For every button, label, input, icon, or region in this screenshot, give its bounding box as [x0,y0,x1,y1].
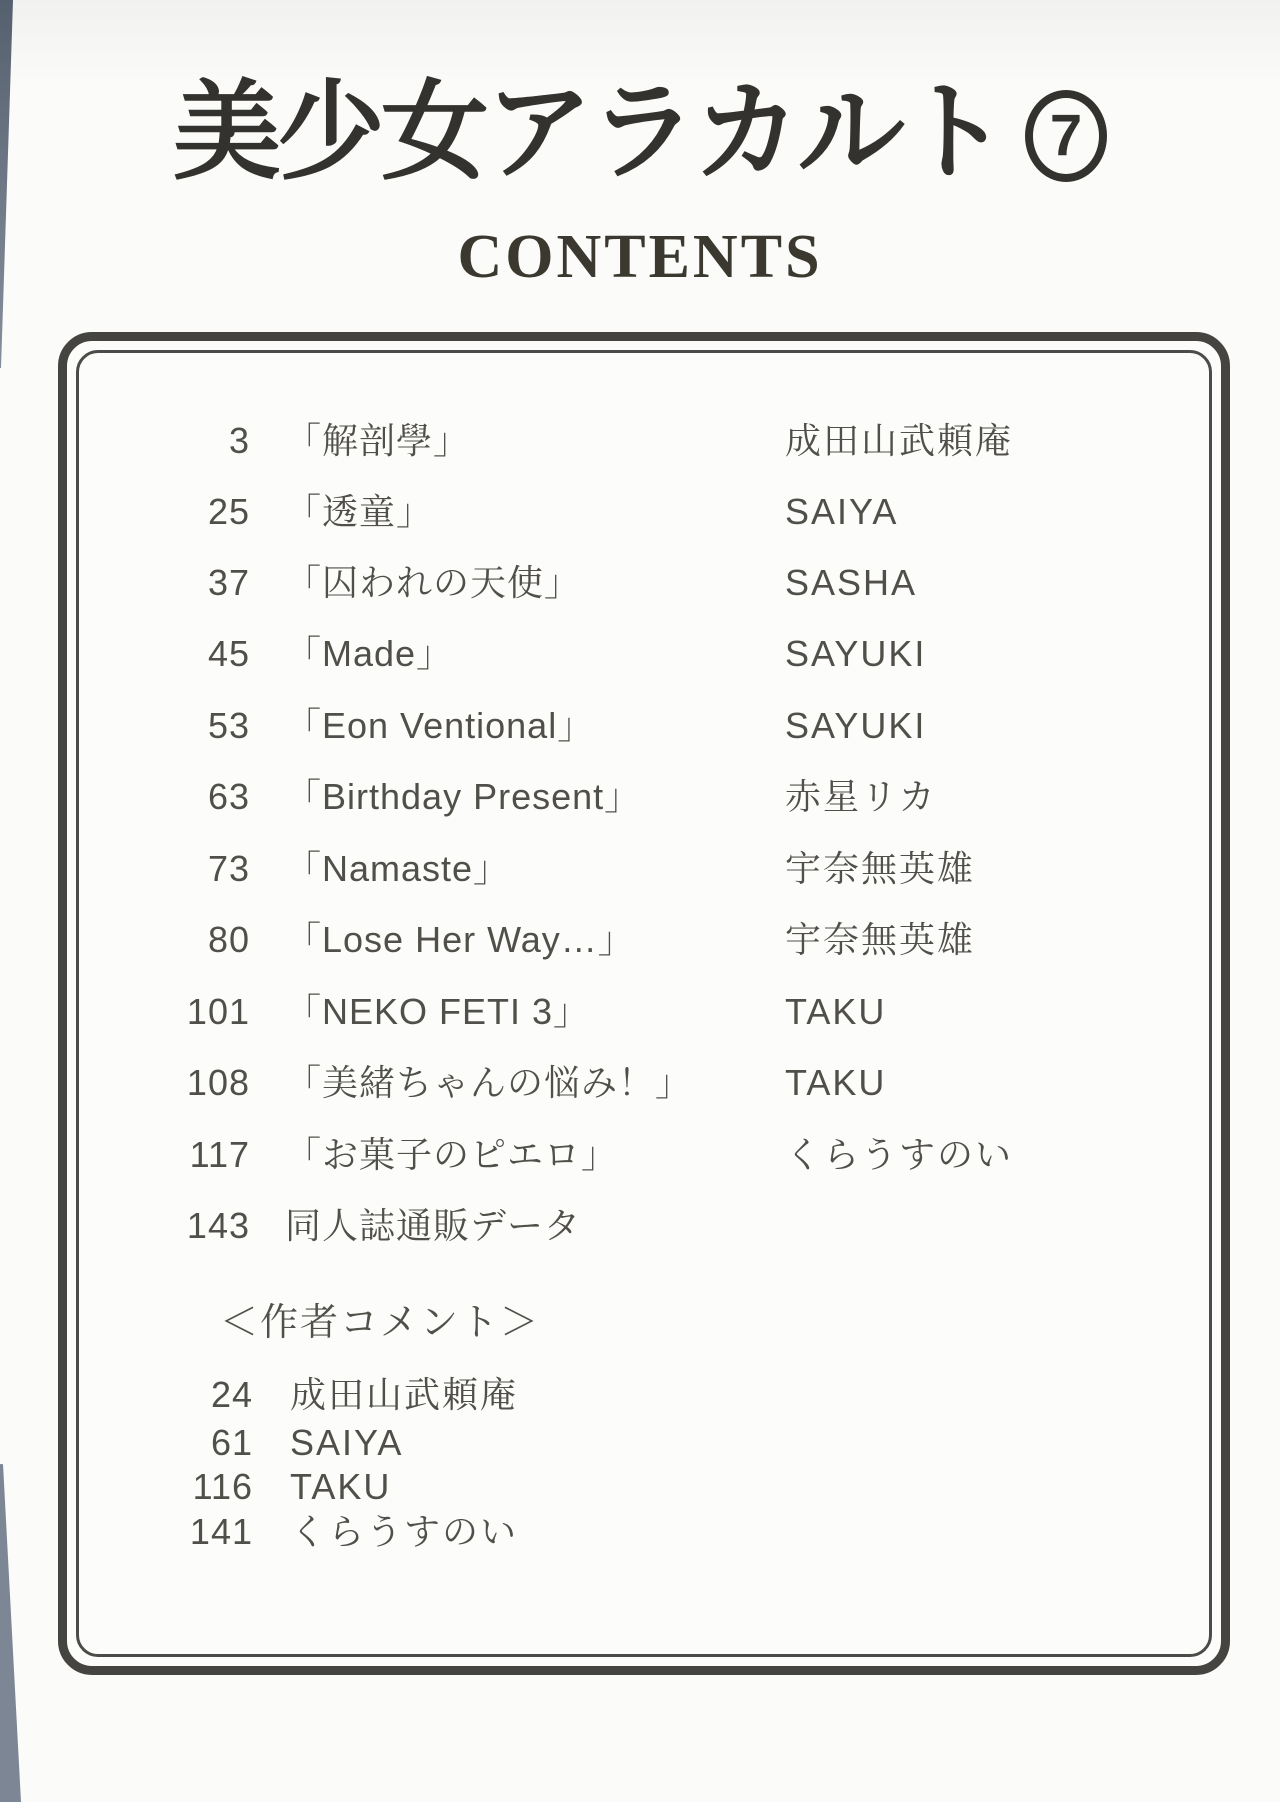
toc-row [67,1061,1221,1105]
comment-author-name: TAKU [290,1466,392,1507]
comment-page-number: 116 [192,1466,253,1507]
toc-entry-title: 「Namaste」 [285,848,511,889]
toc-row [67,990,1221,1034]
toc-row [67,419,1221,463]
toc-entry-title: 「美緒ちゃんの悩み！」 [285,1062,693,1103]
comment-author-name: くらうすのい [290,1511,519,1552]
toc-row [67,847,1221,891]
toc-page-number: 3 [228,420,250,461]
toc-frame-box [58,332,1230,1675]
toc-entry-author: 宇奈無英雄 [785,848,976,889]
toc-entry-author: くらうすのい [785,1134,1014,1175]
volume-number-badge: 7 [1025,90,1107,182]
toc-page-number: 80 [207,919,250,960]
toc-page-number: 25 [207,491,250,532]
comment-page-number: 141 [189,1511,253,1552]
toc-entry-title: 「Eon Ventional」 [285,705,595,746]
toc-entry-author: SAIYA [785,491,899,532]
toc-entry-author: 成田山武頼庵 [785,420,1014,461]
toc-page-number: 63 [207,776,250,817]
toc-row [67,561,1221,605]
toc-entry-title: 「Lose Her Way…」 [285,919,635,960]
toc-entry-author: SAYUKI [785,633,927,674]
toc-page-number: 73 [207,848,250,889]
toc-row [67,1133,1221,1177]
toc-row [67,775,1221,819]
toc-row [67,632,1221,676]
toc-page-number: 101 [186,991,250,1032]
toc-page-number: 45 [207,633,250,674]
comment-row [67,1373,1221,1417]
toc-row [67,918,1221,962]
toc-entry-title: 「囚われの天使」 [285,562,582,603]
toc-entry-author: 宇奈無英雄 [785,919,976,960]
toc-row [67,490,1221,534]
toc-entry-author: 赤星リカ [785,776,937,817]
comment-row [67,1421,1221,1465]
comment-page-number: 24 [210,1374,253,1415]
toc-page-number: 117 [189,1134,250,1175]
comment-row [67,1465,1221,1509]
toc-entry-title: 「Made」 [285,633,454,674]
toc-entry-author: SASHA [785,562,918,603]
toc-entry-title: 「透童」 [285,491,434,532]
page-edge-shadow-bottom [0,1390,34,1802]
page-title-text: 美少女アラカルト [172,71,1005,192]
page-edge-shadow-top [0,0,26,400]
toc-entry-title: 「解剖學」 [285,420,471,461]
comment-author-name: 成田山武頼庵 [290,1374,519,1415]
author-comments-heading: ＜作者コメント＞ [220,1302,541,1344]
toc-page-number: 143 [186,1205,250,1246]
toc-page-number: 53 [207,705,250,746]
contents-heading: CONTENTS [457,223,823,291]
toc-entry-title: 「Birthday Present」 [285,776,642,817]
toc-row [67,1204,1221,1248]
comment-page-number: 61 [210,1422,253,1463]
toc-row [67,704,1221,748]
comment-row [67,1510,1221,1554]
toc-page-number: 108 [186,1062,250,1103]
comment-author-name: SAIYA [290,1422,404,1463]
page-title [0,71,1280,196]
toc-page-number: 37 [207,562,250,603]
toc-entry-title: 同人誌通販データ [285,1205,582,1246]
toc-entry-author: TAKU [785,991,887,1032]
toc-entry-title: 「NEKO FETI 3」 [285,991,591,1032]
toc-entry-author: TAKU [785,1062,887,1103]
toc-entry-title: 「お菓子のピエロ」 [285,1134,619,1175]
toc-entry-author: SAYUKI [785,705,927,746]
